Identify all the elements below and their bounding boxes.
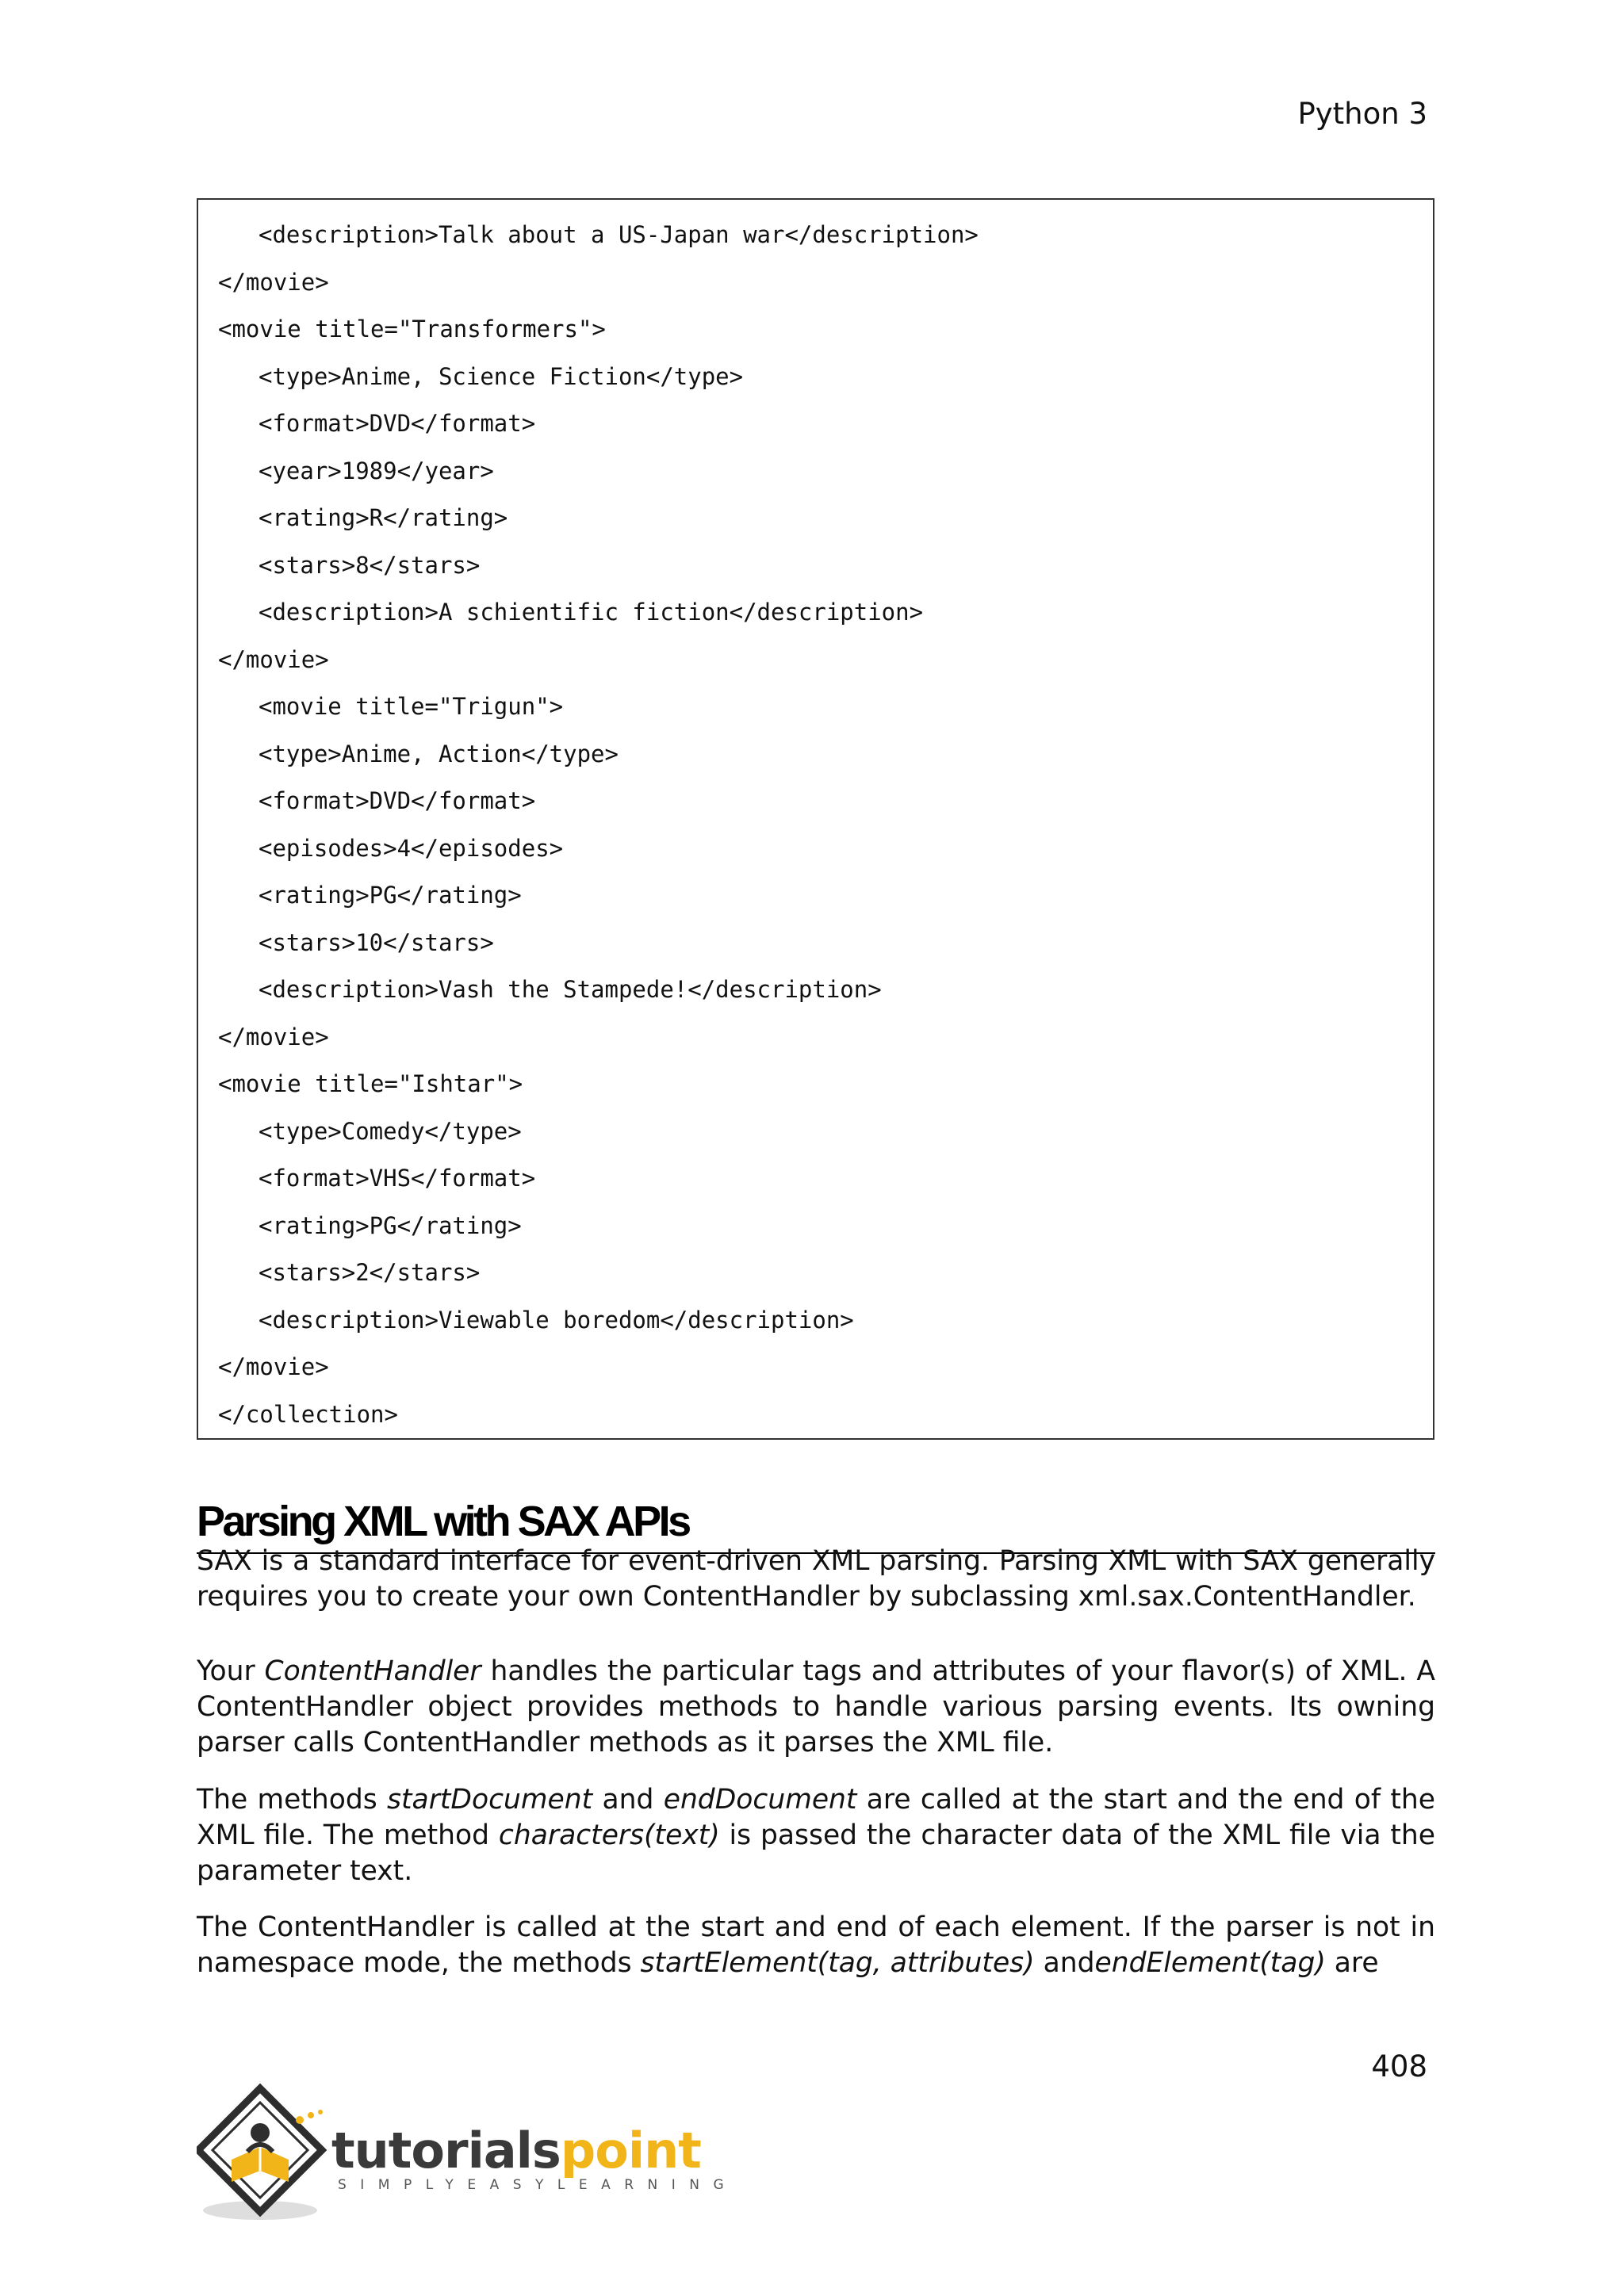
- text-run-italic: characters(text): [498, 1820, 720, 1851]
- code-line: <episodes>4</episodes>: [259, 835, 564, 862]
- text-run-italic: endElement(tag): [1094, 1947, 1326, 1979]
- code-line: <type>Comedy</type>: [259, 1118, 522, 1145]
- code-line: <description>A schientific fiction</description>: [259, 599, 924, 626]
- code-line: <rating>PG</rating>: [259, 882, 522, 909]
- text-run: Your: [197, 1655, 265, 1687]
- section-heading: Parsing XML with SAX APIs: [197, 1494, 1435, 1554]
- text-run: are: [1325, 1947, 1379, 1979]
- text-run: and: [1034, 1947, 1095, 1979]
- code-line: </movie>: [218, 1024, 329, 1050]
- code-line: <stars>2</stars>: [259, 1259, 481, 1286]
- text-run: and: [592, 1784, 664, 1816]
- text-run: handles the particular tags and attributes of your flavor(s) of XML. A ContentHandler object provides methods to handle various parsing events. Its owning parser calls ContentHandler methods as it parses the XML file.: [197, 1655, 1435, 1758]
- code-line: <movie title="Trigun">: [259, 693, 564, 720]
- text-run-italic: startElement(tag, attributes): [640, 1947, 1035, 1979]
- code-line: <description>Vash the Stampede!</description>: [259, 976, 882, 1003]
- paragraph-content-handler: [197, 1654, 1435, 1761]
- code-line: <stars>10</stars>: [259, 929, 494, 956]
- code-line: <format>VHS</format>: [259, 1165, 536, 1192]
- code-line: <stars>8</stars>: [259, 552, 481, 579]
- code-line: </movie>: [218, 269, 329, 296]
- code-line: <format>DVD</format>: [259, 410, 536, 437]
- logo-tagline: SIMPLYEASYLEARNING: [338, 2177, 738, 2193]
- logo-diamond-icon: [197, 2084, 339, 2226]
- paragraph-document-methods: [197, 1782, 1435, 1889]
- text-run: The ContentHandler is called at the start and end of each element. If the parser is not in namespace mode, the methods: [197, 1911, 1435, 1979]
- text-run-italic: ContentHandler: [264, 1655, 481, 1687]
- paragraph-sax-intro: SAX is a standard interface for event-driven XML parsing. Parsing XML with SAX generally requires you to create your own ContentHandler by subclassing xml.sax.ContentHandler.: [197, 1545, 1435, 1613]
- text-run: is passed the character data of the XML file via the parameter text.: [197, 1820, 1435, 1887]
- code-line: </collection>: [218, 1401, 398, 1428]
- code-block: [197, 198, 1434, 1440]
- code-line: <rating>R</rating>: [259, 504, 508, 531]
- code-line: </movie>: [218, 646, 329, 673]
- code-line: <type>Anime, Science Fiction</type>: [259, 363, 744, 390]
- code-line: <year>1989</year>: [259, 457, 494, 484]
- code-line: <movie title="Ishtar">: [218, 1070, 523, 1097]
- code-line: <description>Viewable boredom</description>: [259, 1307, 854, 1334]
- running-header: Python 3: [1297, 97, 1427, 131]
- tutorialspoint-logo: [197, 2084, 738, 2226]
- code-line: <type>Anime, Action</type>: [259, 740, 619, 767]
- text-run: are called at the start and the end of the XML file. The method: [197, 1784, 1435, 1851]
- page-number: 408: [1371, 2049, 1427, 2084]
- text-run-italic: startDocument: [387, 1784, 593, 1816]
- code-line: <movie title="Transformers">: [218, 316, 606, 342]
- logo-word-tutorials: tutorials: [331, 2122, 561, 2179]
- code-line: </movie>: [218, 1353, 329, 1380]
- logo-word-point: point: [560, 2122, 701, 2179]
- text-run: The methods: [197, 1784, 388, 1816]
- paragraph-element-methods: [197, 1910, 1435, 1981]
- logo-wordmark: [331, 2122, 701, 2179]
- code-line: <description>Talk about a US-Japan war</description>: [259, 221, 979, 248]
- code-line: <format>DVD</format>: [259, 787, 536, 814]
- text-run-italic: endDocument: [663, 1784, 857, 1816]
- code-line: <rating>PG</rating>: [259, 1212, 522, 1239]
